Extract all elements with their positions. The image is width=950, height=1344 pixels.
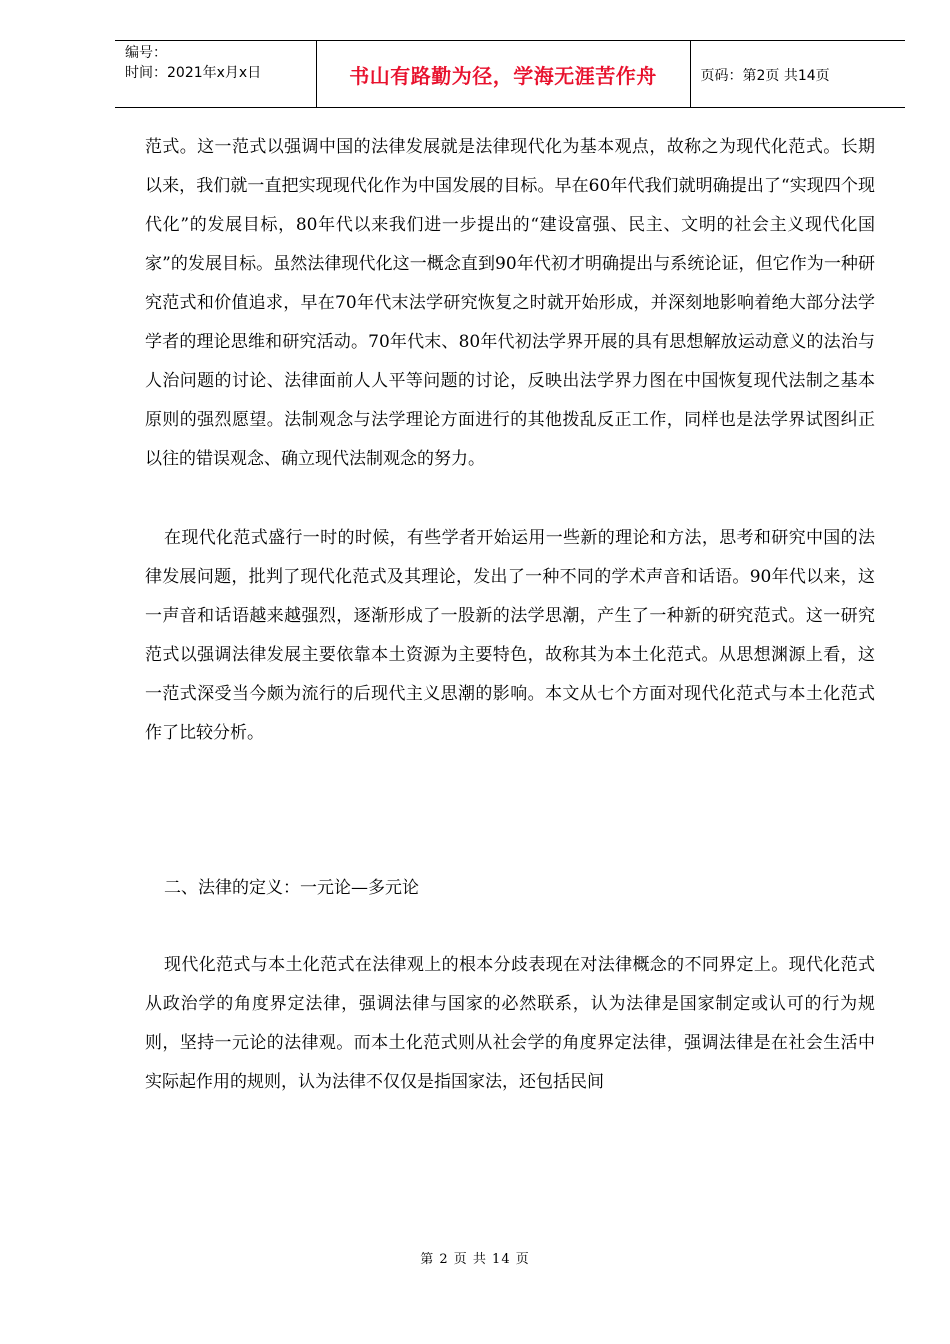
header-page-info: 页码：第2页 共14页 [700,68,830,84]
page-footer: 第 2 页 共 14 页 [420,1252,530,1267]
body-paragraph: 在现代化范式盛行一时的时候，有些学者开始运用一些新的理论和方法，思考和研究中国的法律发展问题，批判了现代化范式及其理论，发出了一种不同的学术声音和话语。90年代以来，这一声音和话语越来越强烈，逐渐形成了一股新的法学思潮，产生了一种新的研究范式。这一研究范式以强调法律发展主要依靠本土资源为主要特色，故称其为本土化范式。从思想渊源上看，这一范式深受当今颇为流行的后现代主义思潮的影响。本文从七个方面对现代化范式与本土化范式作了比较分析。 [145,528,875,743]
document-date-label: 时间：2021年x月x日 [125,65,262,81]
section-heading: 二、法律的定义：一元论—多元论 [164,878,419,898]
document-header [115,40,905,108]
header-motto: 书山有路勤为径，学海无涯苦作舟 [349,63,657,88]
document-body [145,128,875,1102]
document-number-label: 编号： [125,45,167,61]
header-motto-cell [316,41,690,108]
body-paragraph: 现代化范式与本土化范式在法律观上的根本分歧表现在对法律概念的不同界定上。现代化范式从政治学的角度界定法律，强调法律与国家的必然联系，认为法律是国家制定或认可的行为规则，坚持一元论的法律观。而本土化范式则从社会学的角度界定法律，强调法律是在社会生活中实际起作用的规则，认为法律不仅仅是指国家法，还包括民间 [145,955,875,1092]
header-meta-cell [115,41,316,108]
header-page-cell [690,41,905,108]
body-paragraph: 范式。这一范式以强调中国的法律发展就是法律现代化为基本观点，故称之为现代化范式。长期以来，我们就一直把实现现代化作为中国发展的目标。早在60年代我们就明确提出了“实现四个现代化”的发展目标，80年代以来我们进一步提出的“建设富强、民主、文明的社会主义现代化国家”的发展目标。虽然法律现代化这一概念直到90年代初才明确提出与系统论证，但它作为一种研究范式和价值追求，早在70年代末法学研究恢复之时就开始形成，并深刻地影响着绝大部分法学学者的理论思维和研究活动。70年代末、80年代初法学界开展的具有思想解放运动意义的法治与人治问题的讨论、法律面前人人平等问题的讨论，反映出法学界力图在中国恢复现代法制之基本原则的强烈愿望。法制观念与法学理论方面进行的其他拨乱反正工作，同样也是法学界试图纠正以往的错误观念、确立现代法制观念的努力。 [145,137,875,469]
